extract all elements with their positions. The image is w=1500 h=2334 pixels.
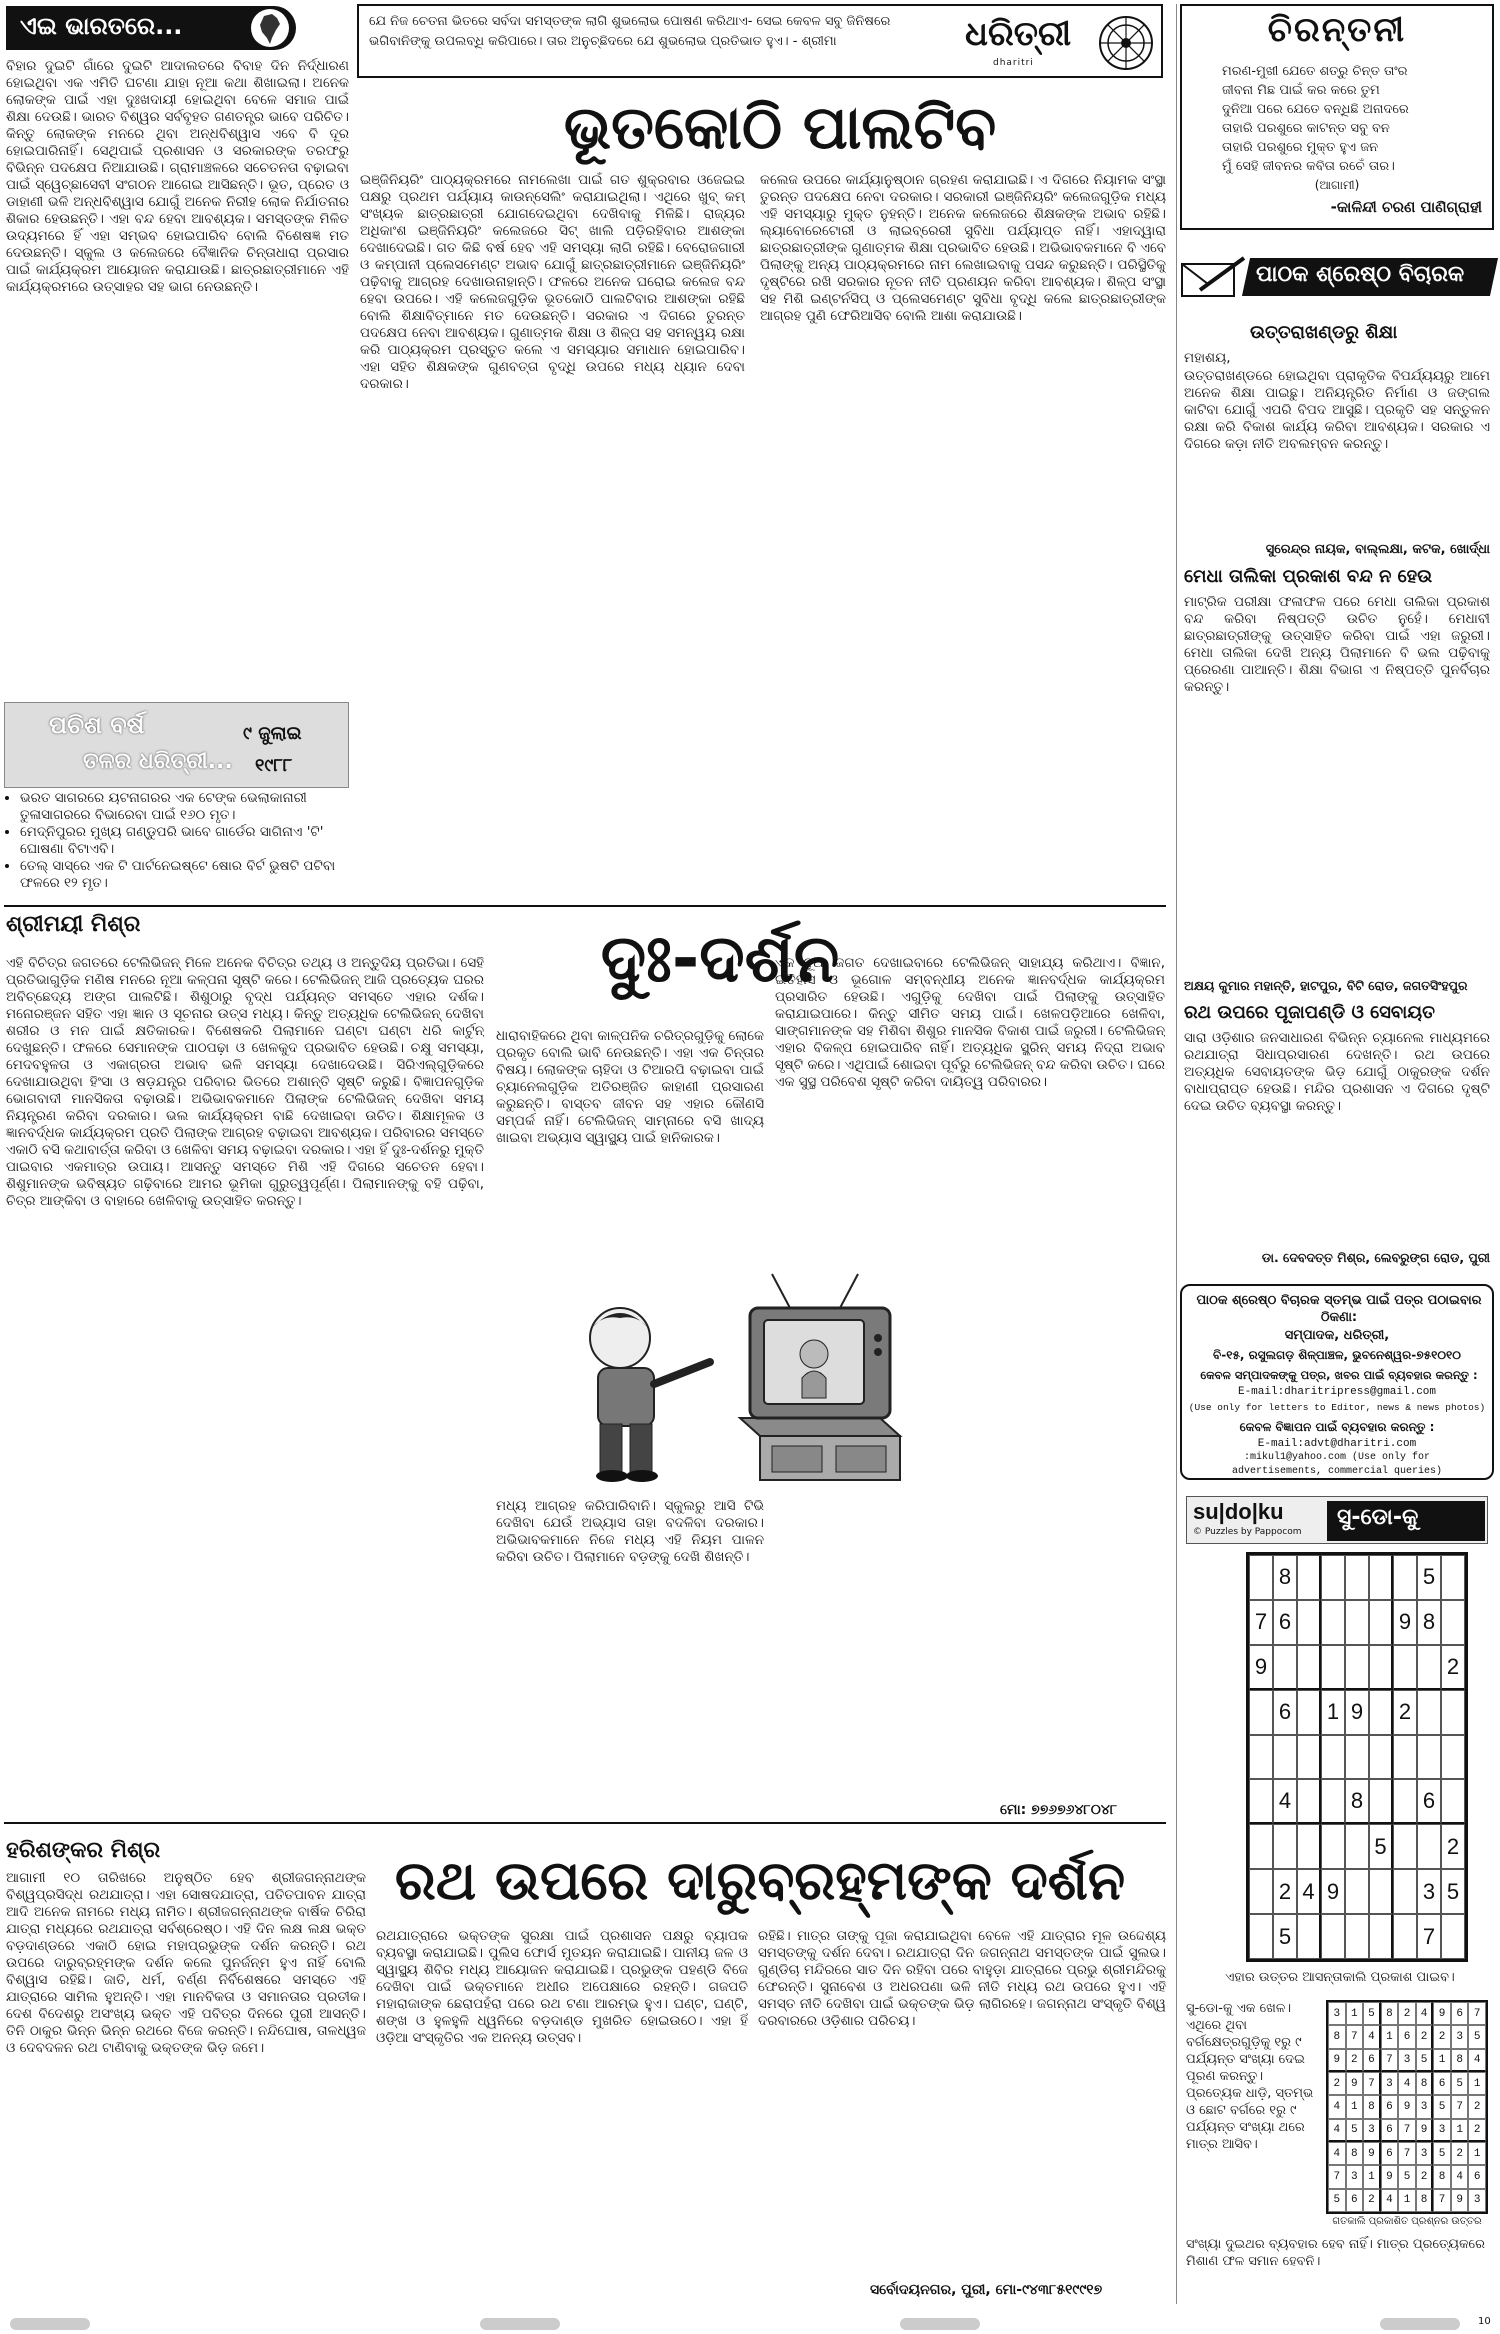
- sudoku-solution-cell: 7: [1381, 2049, 1399, 2072]
- sudoku-solution-cell: 2: [1398, 2002, 1416, 2025]
- sudoku-cell[interactable]: [1345, 1555, 1369, 1600]
- sudoku-solution-cell: 6: [1468, 2165, 1486, 2188]
- sudoku-solution-cell: 2: [1468, 2119, 1486, 2142]
- poem-line: ମୁଁ ସେହି ଜୀବନର କବିତା ରଚେଁ ତାର।: [1222, 159, 1395, 174]
- letter-3-body: ସାରା ଓଡ଼ିଶାର ଜନସାଧାରଣ ବିଭିନ୍ନ ଚ୍ୟାନେଲ ମାଧ୍ୟମରେ ରଥଯାତ୍ରା ସିଧାପ୍ରସାରଣ ଦେଖନ୍ତି। ରଥ ଉପରେ ଅତ୍ୟଧିକ ସେବାୟତଙ୍କ ଭିଡ଼ ଯୋଗୁଁ ଠାକୁରଙ୍କ ଦର୍ଶନ ବାଧାପ୍ରାପ୍ତ ହେଉଛି। ମନ୍ଦିର ପ୍ରଶାସନ ଏ ଦିଗରେ ଦୃଷ୍ଟି ଦେଇ ଉଚିତ ବ୍ୟବସ୍ଥା କରନ୍ତୁ।: [1184, 1030, 1490, 1114]
- sudoku-solution-cell: 4: [1328, 2119, 1346, 2142]
- sudoku-cell[interactable]: 8: [1417, 1600, 1441, 1645]
- sudoku-cell[interactable]: 6: [1273, 1690, 1297, 1735]
- sudoku-cell[interactable]: 7: [1249, 1600, 1273, 1645]
- sudoku-solution-cell: 2: [1328, 2072, 1346, 2095]
- sudoku-cell[interactable]: [1297, 1645, 1321, 1690]
- sudoku-solution-cell: 5: [1398, 2165, 1416, 2188]
- page-number: 10: [1478, 2316, 1491, 2327]
- sudoku-cell[interactable]: 2: [1393, 1690, 1417, 1735]
- sudoku-cell[interactable]: [1345, 1914, 1369, 1959]
- sudoku-solution-cell: 6: [1346, 2189, 1364, 2212]
- sudoku-cell[interactable]: [1321, 1914, 1345, 1959]
- address-email-1-note: (Use only for letters to Editor, news & news photos): [1188, 1402, 1486, 1413]
- poem-lines: [1222, 62, 1492, 176]
- sudoku-solution-cell: 1: [1468, 2142, 1486, 2165]
- sudoku-cell[interactable]: 5: [1369, 1824, 1393, 1869]
- section-banner-title: ଏଇ ଭାରତରେ...: [20, 12, 183, 40]
- sudoku-solution-cell: 6: [1433, 2072, 1451, 2095]
- sudoku-solution-cell: 3: [1433, 2119, 1451, 2142]
- sudoku-cell[interactable]: [1297, 1600, 1321, 1645]
- sudoku-cell[interactable]: [1273, 1824, 1297, 1869]
- sudoku-cell[interactable]: [1297, 1555, 1321, 1600]
- sudoku-cell[interactable]: 5: [1273, 1914, 1297, 1959]
- sudoku-solution-cell: 1: [1381, 2025, 1399, 2048]
- poem-line: ତାହାରି ପରଶୁରେ ମୁକ୍ତ ହୁଏ ଜନ: [1222, 140, 1379, 155]
- sudoku-cell[interactable]: [1297, 1824, 1321, 1869]
- anniversary-box: [4, 702, 349, 788]
- sudoku-instructions: ସୁ-ଡୋ-କୁ ଏକ ଖେଳ। ଏଥିରେ ଥିବା ବର୍ଗକ୍ଷେତ୍ରଗୁଡ଼ିକୁ ୧ରୁ ୯ ପର୍ଯ୍ୟନ୍ତ ସଂଖ୍ୟା ଦେଇ ପୂରଣ କରନ୍ତୁ। ପ୍ରତ୍ୟେକ ଧାଡ଼ି, ସ୍ତମ୍ଭ ଓ ଛୋଟ ବର୍ଗରେ ୧ରୁ ୯ ପର୍ଯ୍ୟନ୍ତ ସଂଖ୍ୟା ଥରେ ମାତ୍ର ଆସିବ।: [1186, 2001, 1314, 2152]
- sudoku-solution-cell: 5: [1416, 2049, 1434, 2072]
- sudoku-cell[interactable]: [1321, 1735, 1345, 1780]
- sudoku-cell[interactable]: [1321, 1555, 1345, 1600]
- sudoku-cell[interactable]: [1321, 1645, 1345, 1690]
- sudoku-solution-cell: 5: [1468, 2025, 1486, 2048]
- sudoku-solution-cell: 7: [1363, 2072, 1381, 2095]
- article-2-col-left: ଏହି ବିଚିତ୍ର ଜଗତରେ ଟେଲିଭିଜନ୍ ମିଳେ ଅନେକ ବିଚିତ୍ର ତଥ୍ୟ ଓ ଅନ୍ତୁଦିୟ ପ୍ରତିଭା। ସେହି ପ୍ରତିଭାଗୁଡ଼ିକ ମଣିଷ ମନରେ ନୂଆ କଳ୍ପନା ସୃଷ୍ଟି କରେ। ଟେଲିଭିଜନ୍ ଆଜି ପ୍ରତ୍ୟେକ ଘରର ଅବିଚ୍ଛେଦ୍ୟ ଅଙ୍ଗ ପାଲଟିଛି। ଶିଶୁଠାରୁ ବୃଦ୍ଧ ପର୍ଯ୍ୟନ୍ତ ସମସ୍ତେ ଏହାର ଦର୍ଶକ। ମନୋରଞ୍ଜନ ସହିତ ଏହା ଜ୍ଞାନ ଓ ସୂଚନାର ଉତ୍ସ ମଧ୍ୟ। କିନ୍ତୁ ଅତ୍ୟଧିକ ଟେଲିଭିଜନ୍ ଦେଖିବା ଶରୀର ଓ ମନ ପାଇଁ କ୍ଷତିକାରକ। ବିଶେଷକରି ପିଲାମାନେ ଘଣ୍ଟା ଘଣ୍ଟା ଧରି କାର୍ଟୁନ୍ ଦେଖୁଛନ୍ତି। ଫଳରେ ସେମାନଙ୍କ ପାଠପଢ଼ା ଓ ଖେଳକୁଦ ପ୍ରଭାବିତ ହେଉଛି। ଚକ୍ଷୁ ସମସ୍ୟା, ମେଦବହୁଳତା ଓ ଏକାଗ୍ରତା ଅଭାବ ଭଳି ସମସ୍ୟା ଦେଖାଦେଉଛି। ସିରିଏଲ୍‌ଗୁଡ଼ିକରେ ଦେଖାଯାଉଥିବା ହିଂସା ଓ ଷଡ଼ଯନ୍ତ୍ର ପରିବାର ଭିତରେ ଅଶାନ୍ତି ସୃଷ୍ଟି କରୁଛି। ବିଜ୍ଞାପନଗୁଡ଼ିକ ଭୋଗବାଦୀ ମାନସିକତା ବଢ଼ାଉଛି। ଅଭିଭାବକମାନେ ପିଲାଙ୍କ ଟେଲିଭିଜନ୍ ଦେଖିବା ସମୟ ନିୟନ୍ତ୍ରଣ କରିବା ଦରକାର। ଭଲ କାର୍ଯ୍ୟକ୍ରମ ବାଛି ଦେଖାଇବା ଉଚିତ। ଶିକ୍ଷାମୂଳକ ଓ ଜ୍ଞାନବର୍ଦ୍ଧକ କାର୍ଯ୍ୟକ୍ରମ ପ୍ରତି ପିଲାଙ୍କ ଆଗ୍ରହ ବଢ଼ାଇବା ଆବଶ୍ୟକ। ପରିବାରର ସମସ୍ତେ ଏକାଠି ବସି କଥାବାର୍ତ୍ତା କରିବା ଓ ଖେଳିବା ସମୟ ବଢ଼ାଇବା ଦରକାର। ଏହା ହିଁ ଦୁଃ-ଦର୍ଶନରୁ ମୁକ୍ତି ପାଇବାର ଏକମାତ୍ର ଉପାୟ। ଆସନ୍ତୁ ସମସ୍ତେ ମିଶି ଏହି ଦିଗରେ ସଚେତନ ହେବା। ଶିଶୁମାନଙ୍କ ଭବିଷ୍ୟତ ଗଢ଼ିବାରେ ଆମର ଭୂମିକା ଗୁରୁତ୍ୱପୂର୍ଣ୍ଣ। ପିଲାମାନଙ୍କୁ ବହି ପଢ଼ିବା, ଚିତ୍ର ଆଙ୍କିବା ଓ ବାହାରେ ଖେଳିବାକୁ ଉତ୍ସାହିତ କରନ୍ତୁ।: [6, 955, 484, 1209]
- sudoku-solution-cell: 5: [1328, 2189, 1346, 2212]
- sudoku-solution-cell: 6: [1451, 2002, 1469, 2025]
- sudoku-solution-cell: 7: [1398, 2142, 1416, 2165]
- sudoku-cell[interactable]: [1441, 1779, 1465, 1824]
- address-email-3[interactable]: :mikul1@yahoo.com (Use only for: [1243, 1452, 1431, 1463]
- sudoku-cell[interactable]: [1345, 1600, 1369, 1645]
- sudoku-cell[interactable]: [1345, 1645, 1369, 1690]
- poem-line: ଜୀବନା ମିଛ ପାଇଁ କର କରେ ତୁମ: [1222, 83, 1380, 98]
- anniversary-line1: ପଚିଶ ବର୍ଷ: [49, 711, 145, 739]
- sudoku-cell[interactable]: [1249, 1555, 1273, 1600]
- sudoku-solution-cell: 3: [1416, 2142, 1434, 2165]
- article-1-col-left: ବିହାର ଦୁଇଟି ଗାଁରେ ଦୁଇଟି ଆଦାଲତରେ ବିବାହ ଦିନ ନିର୍ଦ୍ଧାରଣ ହୋଇଥିବା ଏକ ଏମିତି ଘଟଣା ଯାହା ନୂଆ କଥା ଶିଖାଇଲା। ଅନେକ ଲୋକଙ୍କ ପାଇଁ ଏହା ଦୁଃଖଦାୟୀ ହୋଇଥିବା ବେଳେ ସମାଜ ପାଇଁ ଶିକ୍ଷା ଦେଉଛି। ଭାରତ ବିଶ୍ୱର ସର୍ବବୃହତ ଗଣତନ୍ତ୍ର ଭାବେ ପରିଚିତ। କିନ୍ତୁ ଲୋକଙ୍କ ମନରେ ଥିବା ଅନ୍ଧବିଶ୍ୱାସ ଏବେ ବି ଦୂର ହୋଇପାରିନାହିଁ। ସେଥିପାଇଁ ପ୍ରଶାସନ ଓ ସରକାରଙ୍କ ତରଫରୁ ବିଭିନ୍ନ ପଦକ୍ଷେପ ନିଆଯାଉଛି। ଗ୍ରାମାଞ୍ଚଳରେ ସଚେତନତା ବଢ଼ାଇବା ପାଇଁ ସ୍ୱେଚ୍ଛାସେବୀ ସଂଗଠନ ଆଗେଇ ଆସିଛନ୍ତି। ଭୂତ, ପ୍ରେତ ଓ ଡାହାଣୀ ଭଳି ଅନ୍ଧବିଶ୍ୱାସ ଯୋଗୁଁ ଅନେକ ନିରୀହ ଲୋକ ନିର୍ଯାତନାର ଶିକାର ହେଉଛନ୍ତି। ଏହା ବନ୍ଦ ହେବା ଆବଶ୍ୟକ। ସମସ୍ତଙ୍କ ମିଳିତ ଉଦ୍ୟମରେ ହିଁ ଏହା ସମ୍ଭବ ହୋଇପାରିବ ବୋଲି ବିଶେଷଜ୍ଞ ମତ ଦେଉଛନ୍ତି। ସ୍କୁଲ ଓ କଲେଜରେ ବୈଜ୍ଞାନିକ ଚିନ୍ତାଧାରା ପ୍ରସାର ପାଇଁ କାର୍ଯ୍ୟକ୍ରମ ଆୟୋଜନ କରାଯାଉଛି। ଛାତ୍ରଛାତ୍ରୀମାନେ ଏହି କାର୍ଯ୍ୟକ୍ରମରେ ଉତ୍ସାହର ସହ ଭାଗ ନେଉଛନ୍ତି।: [6, 58, 349, 295]
- letter-1-salutation: ମହାଶୟ,: [1184, 350, 1231, 366]
- sudoku-cell[interactable]: [1417, 1690, 1441, 1735]
- poem-box: [1180, 4, 1494, 230]
- letter-1-body: ଉତ୍ତରାଖଣ୍ଡରେ ହୋଇଥିବା ପ୍ରାକୃତିକ ବିପର୍ଯ୍ୟୟରୁ ଆମେ ଅନେକ ଶିକ୍ଷା ପାଇଛୁ। ଅନିୟନ୍ତ୍ରିତ ନିର୍ମାଣ ଓ ଜଙ୍ଗଲ କାଟିବା ଯୋଗୁଁ ଏପରି ବିପଦ ଆସୁଛି। ପ୍ରକୃତି ସହ ସନ୍ତୁଳନ ରକ୍ଷା କରି ବିକାଶ କାର୍ଯ୍ୟ କରିବା ଆବଶ୍ୟକ। ସରକାର ଏ ଦିଗରେ କଡ଼ା ନୀତି ଅବଲମ୍ବନ କରନ୍ତୁ।: [1184, 368, 1490, 452]
- sudoku-solution-cell: 2: [1416, 2025, 1434, 2048]
- sudoku-cell[interactable]: [1441, 1600, 1465, 1645]
- sudoku-cell[interactable]: 2: [1273, 1869, 1297, 1914]
- poem-poet: -କାଳିନ୍ଦୀ ଚରଣ ପାଣିଗ୍ରାହୀ: [1330, 198, 1482, 216]
- sudoku-solution-cell: 5: [1346, 2119, 1364, 2142]
- sudoku-cell[interactable]: [1249, 1779, 1273, 1824]
- article-3-address: ସର୍ବୋଦୟନଗର, ପୁରୀ, ମୋ-୯୪୩୮୫୧୯୯୧୭: [870, 2282, 1103, 2298]
- sudoku-cell[interactable]: [1417, 1645, 1441, 1690]
- sudoku-cell[interactable]: 4: [1297, 1869, 1321, 1914]
- sudoku-cell[interactable]: [1321, 1779, 1345, 1824]
- sudoku-solution-cell: 9: [1433, 2002, 1451, 2025]
- sudoku-solution-cell: 2: [1416, 2165, 1434, 2188]
- sudoku-cell[interactable]: [1441, 1914, 1465, 1959]
- divider: [4, 905, 1166, 907]
- sudoku-solution-cell: 8: [1433, 2165, 1451, 2188]
- sudoku-solution-cell: 6: [1381, 2095, 1399, 2118]
- sudoku-solution-cell: 8: [1381, 2002, 1399, 2025]
- sudoku-cell[interactable]: 5: [1441, 1869, 1465, 1914]
- sudoku-cell[interactable]: [1345, 1824, 1369, 1869]
- bottom-bar: [900, 2318, 980, 2330]
- sudoku-cell[interactable]: [1321, 1824, 1345, 1869]
- sudoku-solution-cell: 5: [1433, 2142, 1451, 2165]
- sudoku-cell[interactable]: [1393, 1779, 1417, 1824]
- letter-2-signature: ଅକ୍ଷୟ କୁମାର ମହାନ୍ତି, ହାଟପୁର, ବିଟି ରୋଡ, ଜଗତସିଂହପୁର: [1184, 978, 1468, 993]
- address-adv-label: କେବଳ ବିଜ୍ଞାପନ ପାଇଁ ବ୍ୟବହାର କରନ୍ତୁ :: [1239, 1420, 1435, 1434]
- section-banner-left: [6, 6, 296, 50]
- sudoku-solution-cell: 1: [1451, 2119, 1469, 2142]
- sudoku-cell[interactable]: [1297, 1779, 1321, 1824]
- sudoku-solution-cell: 8: [1328, 2025, 1346, 2048]
- address-email-3-note: advertisements, commercial queries): [1231, 1466, 1443, 1477]
- address-heading: ପାଠକ ଶ୍ରେଷ୍ଠ ବିଚାରକ ସ୍ତମ୍ଭ ପାଇଁ ପତ୍ର ପଠାଇବାର ଠିକଣା:: [1196, 1293, 1482, 1325]
- sudoku-solution-cell: 6: [1381, 2119, 1399, 2142]
- sidebar-divider: [1176, 4, 1177, 2304]
- sudoku-cell[interactable]: 9: [1321, 1869, 1345, 1914]
- sudoku-cell[interactable]: [1393, 1735, 1417, 1780]
- sudoku-solution-cell: 7: [1398, 2119, 1416, 2142]
- sudoku-solution-cell: 9: [1346, 2072, 1364, 2095]
- sudoku-cell[interactable]: [1369, 1869, 1393, 1914]
- sudoku-cell[interactable]: [1273, 1645, 1297, 1690]
- article-3-author: ହରିଶଙ୍କର ମିଶ୍ର: [6, 1838, 161, 1863]
- sudoku-solution-cell: 8: [1416, 2189, 1434, 2212]
- sudoku-solution-cell: 3: [1468, 2189, 1486, 2212]
- sudoku-solution-cell: 9: [1398, 2095, 1416, 2118]
- letter-2-body: ମାଟ୍ରିକ ପରୀକ୍ଷା ଫଳାଫଳ ପରେ ମେଧା ତାଲିକା ପ୍ରକାଶ ବନ୍ଦ କରିବା ନିଷ୍ପତ୍ତି ଉଚିତ ନୁହେଁ। ମେଧାବୀ ଛାତ୍ରଛାତ୍ରୀଙ୍କୁ ଉତ୍ସାହିତ କରିବା ପାଇଁ ଏହା ଜରୁରୀ। ମେଧା ତାଲିକା ଦେଖି ଅନ୍ୟ ପିଲାମାନେ ବି ଭଲ ପଢ଼ିବାକୁ ପ୍ରେରଣା ପାଆନ୍ତି। ଶିକ୍ଷା ବିଭାଗ ଏ ନିଷ୍ପତ୍ତି ପୁନର୍ବିଚାର କରନ୍ତୁ।: [1184, 594, 1490, 695]
- sudoku-solution-cell: 2: [1346, 2049, 1364, 2072]
- sudoku-brand-sub: © Puzzles by Pappocom: [1193, 1527, 1302, 1537]
- sudoku-cell[interactable]: [1345, 1869, 1369, 1914]
- sudoku-solution-grid: [1326, 2000, 1488, 2214]
- letters-title: ପାଠକ ଶ୍ରେଷ୍ଠ ବିଚାରକ: [1256, 262, 1465, 287]
- sudoku-cell[interactable]: 6: [1273, 1600, 1297, 1645]
- sudoku-solution-cell: 7: [1451, 2095, 1469, 2118]
- sudoku-cell[interactable]: [1393, 1914, 1417, 1959]
- anniversary-date1: ୯ ଜୁଲାଇ: [243, 723, 302, 744]
- article-2-contact: ମୋ: ୭୭୬୭୬୪୮୦୪୮: [1000, 1802, 1118, 1818]
- sudoku-cell[interactable]: 9: [1345, 1690, 1369, 1735]
- sudoku-solution-cell: 2: [1363, 2189, 1381, 2212]
- sudoku-solution-cell: 9: [1451, 2189, 1469, 2212]
- anniversary-item: • ମେଦ୍ନିପୁରର ମୁଖ୍ୟ ଗଣ୍ଡୁପରି ଭାବେ ଗାର୍ଡେର ସାଗିନାଏ 'ଟି' ଘୋଷଣା ବିଟାଏବି।: [20, 824, 360, 858]
- article-1-col-mid: ଇଞ୍ଜିନିୟରିଂ ପାଠ୍ୟକ୍ରମରେ ନାମଲେଖା ପାଇଁ ଗତ ଶୁକ୍ରବାର ଓଜେଇଇ ପକ୍ଷରୁ ପ୍ରଥମ ପର୍ଯ୍ୟାୟ କାଉନ୍‌ସେଲିଂ କରାଯାଇଥିଲା। ଏଥିରେ ଖୁବ୍ କମ୍ ସଂଖ୍ୟକ ଛାତ୍ରଛାତ୍ରୀ ଯୋଗଦେଇଥିବା ଦେଖିବାକୁ ମିଳିଛି। ରାଜ୍ୟର ଅଧିକାଂଶ ଇଞ୍ଜିନିୟରିଂ କଲେଜରେ ସିଟ୍ ଖାଲି ପଡ଼ିରହିବାର ଆଶଙ୍କା ଦେଖାଦେଇଛି। ଗତ କିଛି ବର୍ଷ ହେବ ଏହି ସମସ୍ୟା ଲାଗି ରହିଛି। ବେରୋଜଗାରୀ ଓ କମ୍ପାନୀ ପ୍ଲେସମେଣ୍ଟ ଅଭାବ ଯୋଗୁଁ ଛାତ୍ରଛାତ୍ରୀମାନେ ଇଞ୍ଜିନିୟରିଂ ପଢ଼ିବାକୁ ଆଗ୍ରହ ଦେଖାଉନାହାନ୍ତି। ଫଳରେ ଅନେକ ଘରୋଇ କଲେଜ ବନ୍ଦ ହେବା ଉପରେ। ଏହି କଲେଜଗୁଡ଼ିକ ଭୂତକୋଠି ପାଲଟିବାର ଆଶଙ୍କା ରହିଛି ବୋଲି ଶିକ୍ଷାବିତ୍‌ମାନେ ମତ ଦେଉଛନ୍ତି। ସରକାର ଏ ଦିଗରେ ତୁରନ୍ତ ପଦକ୍ଷେପ ନେବା ଆବଶ୍ୟକ। ଗୁଣାତ୍ମକ ଶିକ୍ଷା ଓ ଶିଳ୍ପ ସହ ସମନ୍ୱୟ ରକ୍ଷା କରି ପାଠ୍ୟକ୍ରମ ପ୍ରସ୍ତୁତ କଲେ ଏ ସମସ୍ୟାର ସମାଧାନ ହୋଇପାରିବ। ଏହା ସହିତ ଶିକ୍ଷକଙ୍କ ଗୁଣବତ୍ତା ବୃଦ୍ଧି ଉପରେ ମଧ୍ୟ ଧ୍ୟାନ ଦେବା ଦରକାର।: [360, 172, 745, 392]
- sudoku-solution-cell: 2: [1433, 2025, 1451, 2048]
- sudoku-solution-cell: 3: [1328, 2002, 1346, 2025]
- sudoku-cell[interactable]: [1441, 1690, 1465, 1735]
- sudoku-solution-cell: 3: [1398, 2049, 1416, 2072]
- sudoku-cell[interactable]: [1369, 1735, 1393, 1780]
- sudoku-cell[interactable]: [1393, 1869, 1417, 1914]
- sudoku-solution-cell: 5: [1433, 2095, 1451, 2118]
- sudoku-grid[interactable]: [1246, 1552, 1468, 1962]
- sudoku-solution-cell: 1: [1398, 2189, 1416, 2212]
- letter-2-heading: ମେଧା ତାଲିକା ପ୍ରକାଶ ବନ୍ଦ ନ ହେଉ: [1184, 566, 1433, 587]
- article-3-headline: ରଥ ଉପରେ ଦାରୁବ୍ରହ୍ମଙ୍କ ଦର୍ଶନ: [394, 1849, 1126, 1912]
- sudoku-cell[interactable]: [1297, 1735, 1321, 1780]
- quote-box: [357, 4, 1163, 78]
- anniversary-list: [6, 790, 360, 892]
- sudoku-solution-cell: 1: [1468, 2072, 1486, 2095]
- poem-line: ତାହାରି ପରଶୁରେ କାଟନ୍ତ ସବୁ ବନ: [1222, 121, 1390, 136]
- bottom-bar: [480, 2318, 560, 2330]
- letter-1-heading: ଉତ୍ତରାଖଣ୍ଡରୁ ଶିକ୍ଷା: [1250, 322, 1398, 343]
- sudoku-cell[interactable]: [1345, 1735, 1369, 1780]
- sudoku-cell[interactable]: 7: [1417, 1914, 1441, 1959]
- sudoku-solution-cell: 2: [1451, 2142, 1469, 2165]
- sudoku-cell[interactable]: [1417, 1824, 1441, 1869]
- sudoku-solution-cell: 8: [1451, 2049, 1469, 2072]
- sudoku-solution-cell: 6: [1381, 2142, 1399, 2165]
- sudoku-solution-cell: 9: [1363, 2142, 1381, 2165]
- sudoku-solution-cell: 3: [1363, 2119, 1381, 2142]
- sudoku-solution-cell: 4: [1381, 2189, 1399, 2212]
- sudoku-cell[interactable]: [1297, 1690, 1321, 1735]
- sudoku-cell[interactable]: [1273, 1735, 1297, 1780]
- sudoku-cell[interactable]: 4: [1273, 1779, 1297, 1824]
- sudoku-title: ସୁ-ଡୋ-କୁ: [1337, 1505, 1419, 1530]
- sudoku-solution-cell: 4: [1451, 2165, 1469, 2188]
- sudoku-banner: [1186, 1496, 1488, 1544]
- sudoku-cell[interactable]: [1249, 1914, 1273, 1959]
- sudoku-solution-cell: 1: [1363, 2165, 1381, 2188]
- sudoku-solution-cell: 8: [1363, 2095, 1381, 2118]
- sudoku-cell[interactable]: [1249, 1690, 1273, 1735]
- wheel-emblem-icon: [1097, 14, 1155, 72]
- sudoku-solution-cell: 3: [1451, 2025, 1469, 2048]
- sudoku-cell[interactable]: 1: [1321, 1690, 1345, 1735]
- sudoku-solution-cell: 9: [1416, 2119, 1434, 2142]
- article-3-col-left: ଆଗାମୀ ୧୦ ତାରିଖରେ ଅନୁଷ୍ଠିତ ହେବ ଶ୍ରୀଜଗନ୍ନାଥଙ୍କ ବିଶ୍ୱପ୍ରସିଦ୍ଧ ରଥଯାତ୍ରା। ଏହା ସୋଷଦଯାତ୍ରା, ପତିତପାବନ ଯାତ୍ରା ଆଦି ଅନେକ ନାମରେ ମଧ୍ୟ ନାମିତ। ଶ୍ରୀଜଗନ୍ନାଥଙ୍କ ବାର୍ଷିକ ଚିରିରା ଯାତ୍ରା ମଧ୍ୟରେ ରଥଯାତ୍ରା ସର୍ବଶ୍ରେଷ୍ଠ। ଏହି ଦିନ ଲକ୍ଷ ଲକ୍ଷ ଭକ୍ତ ବଡ଼ଦାଣ୍ଡରେ ଏକାଠି ହୋଇ ମହାପ୍ରଭୁଙ୍କ ଦର୍ଶନ କରନ୍ତି। ରଥ ଉପରେ ଦାରୁବ୍ରହ୍ମଙ୍କ ଦର୍ଶନ କଲେ ପୁନର୍ଜନ୍ମ ହୁଏ ନାହିଁ ବୋଲି ବିଶ୍ୱାସ ରହିଛି। ଜାତି, ଧର୍ମ, ବର୍ଣ୍ଣ ନିର୍ବିଶେଷରେ ସମସ୍ତେ ଏହି ଯାତ୍ରାରେ ସାମିଲ ହୁଅନ୍ତି। ଏହା ମାନବିକତା ଓ ସମାନତାର ପ୍ରତୀକ। ଦେଶ ବିଦେଶରୁ ଅସଂଖ୍ୟ ଭକ୍ତ ଏହି ପବିତ୍ର ଦିନରେ ପୁରୀ ଆସନ୍ତି। ତିନି ଠାକୁର ଭିନ୍ନ ଭିନ୍ନ ରଥରେ ବିଜେ କରନ୍ତି। ନନ୍ଦିଘୋଷ, ତାଳଧ୍ୱଜ ଓ ଦେବଦଳନ ରଥ ଟାଣିବାକୁ ଭକ୍ତଙ୍କ ଭିଡ଼ ଜମେ।: [6, 1870, 366, 2056]
- sudoku-solution-cell: 5: [1363, 2002, 1381, 2025]
- address-org: ସମ୍ପାଦକ, ଧରିତ୍ରୀ,: [1284, 1328, 1390, 1343]
- sudoku-cell[interactable]: [1369, 1690, 1393, 1735]
- sudoku-solution-cell: 3: [1381, 2072, 1399, 2095]
- sudoku-cell[interactable]: [1417, 1735, 1441, 1780]
- sudoku-solution-cell: 4: [1416, 2002, 1434, 2025]
- sudoku-solution-cell: 3: [1346, 2165, 1364, 2188]
- sudoku-solution-cell: 4: [1328, 2095, 1346, 2118]
- sudoku-solution-cell: 9: [1381, 2165, 1399, 2188]
- sudoku-solution-cell: 1: [1433, 2049, 1451, 2072]
- sudoku-cell[interactable]: [1393, 1555, 1417, 1600]
- sudoku-solution-cell: 1: [1346, 2002, 1364, 2025]
- sudoku-solution-cell: 8: [1416, 2072, 1434, 2095]
- masthead-logo-sub: dharitri: [993, 58, 1034, 68]
- bottom-bar: [1380, 2318, 1460, 2330]
- anniversary-line2: ତଳର ଧରିତ୍ରୀ...: [83, 749, 233, 774]
- quote-text: ଯେ ନିଜ ଚେତନା ଭିତରେ ସର୍ବଦା ସମସ୍ତଙ୍କ ଲାଗି ଶୁଭଲୋଭ ପୋଷଣ କରିଥାଏ- ସେଇ କେବଳ ସବୁ ଜିନିଷରେ ଭଗିବାନିଙ୍କୁ ଉପଲବ୍ଧି କରିପାରେ। ତାର ଅନୁଚ୍ଛିଦରେ ଯେ ଶୁଭଲୋଭ ପ୍ରତିଭାତ ହୁଏ। - ଶ୍ରୀମା: [369, 14, 891, 49]
- sudoku-cell[interactable]: 6: [1417, 1779, 1441, 1824]
- sudoku-cell[interactable]: [1369, 1645, 1393, 1690]
- sudoku-cell[interactable]: 9: [1249, 1645, 1273, 1690]
- address-email-2[interactable]: E-mail:advt@dharitri.com: [1257, 1438, 1417, 1450]
- envelope-pen-icon: [1180, 256, 1246, 298]
- article-1-col-right: କଲେଜ ଉପରେ କାର୍ଯ୍ୟାନୁଷ୍ଠାନ ଗ୍ରହଣ କରାଯାଇଛି। ଏ ଦିଗରେ ନିୟାମକ ସଂସ୍ଥା ତୁରନ୍ତ ପଦକ୍ଷେପ ନେବା ଦରକାର। ସରକାରୀ ଇଞ୍ଜିନିୟରିଂ କଲେଜଗୁଡ଼ିକ ମଧ୍ୟ ଏହି ସମସ୍ୟାରୁ ମୁକ୍ତ ନୁହନ୍ତି। ଅନେକ କଲେଜରେ ଶିକ୍ଷକଙ୍କ ଅଭାବ ରହିଛି। ଲ୍ୟାବୋରେଟୋରୀ ଓ ଲାଇବ୍ରେରୀ ସୁବିଧା ପର୍ଯ୍ୟାପ୍ତ ନାହିଁ। ଏହାଦ୍ୱାରା ଛାତ୍ରଛାତ୍ରୀଙ୍କ ଗୁଣାତ୍ମକ ଶିକ୍ଷା ପ୍ରଭାବିତ ହେଉଛି। ଅଭିଭାବକମାନେ ବି ଏବେ ପିଲାଙ୍କୁ ଅନ୍ୟ ପାଠ୍ୟକ୍ରମରେ ନାମ ଲେଖାଇବାକୁ ପସନ୍ଦ କରୁଛନ୍ତି। ପରିସ୍ଥିତିକୁ ଦୃଷ୍ଟିରେ ରଖି ସରକାର ନୂତନ ନୀତି ପ୍ରଣୟନ କରିବା ଆବଶ୍ୟକ। ଶିଳ୍ପ ସଂସ୍ଥା ସହ ମିଶି ଇଣ୍ଟର୍ନସିପ୍ ଓ ପ୍ଲେସମେଣ୍ଟ ସୁବିଧା ବୃଦ୍ଧି କଲେ ଛାତ୍ରଛାତ୍ରୀଙ୍କ ଆଗ୍ରହ ପୁଣି ଫେରିଆସିବ ବୋଲି ଆଶା କରାଯାଉଛି।: [760, 172, 1166, 324]
- letter-3-signature: ଡା. ଦେବଦତ୍ତ ମିଶ୍ର, ଲେବରୁଙ୍ଗ ରୋଡ, ପୁରୀ: [1261, 1250, 1490, 1265]
- sudoku-cell[interactable]: 2: [1441, 1824, 1465, 1869]
- anniversary-item: • ତେଲ୍ ସାସ୍‌ରେ ଏକ ଟି ପାର୍ଟନେଇଷ୍ଟେ ଷୋର ବିର୍ଟ ଭୁଷଟି ପଟିବା ଫଳରେ ୧୨ ମୃତ।: [20, 858, 360, 892]
- sudoku-solution-cell: 3: [1416, 2095, 1434, 2118]
- letters-address-box: [1180, 1284, 1494, 1480]
- sudoku-solution-cell: 4: [1328, 2142, 1346, 2165]
- bottom-bar: [10, 2318, 90, 2330]
- sudoku-footer: ସଂଖ୍ୟା ଦୁଇଥର ବ୍ୟବହାର ହେବ ନାହିଁ। ମାତ୍ର ପ୍ରତ୍ୟେକରେ ମିଶାଣ ଫଳ ସମାନ ହେବନି।: [1186, 2237, 1485, 2269]
- poem-line: ମରଣ-ମୁଖୀ ଯେତେ ଶତ୍ରୁ ଚିନ୍ତ ତାଂର: [1222, 64, 1408, 79]
- article-2-col-mid-bottom: ମଧ୍ୟ ଆଗ୍ରହ କରିପାରିବାନି। ସ୍କୁଲରୁ ଆସି ଟିଭି ଦେଖିବା ଯେଉଁ ଅଭ୍ୟାସ ତାହା ବଦଳିବା ଦରକାର। ଅଭିଭାବକମାନେ ନିଜେ ମଧ୍ୟ ଏହି ନିୟମ ପାଳନ କରିବା ଉଚିତ। ପିଲାମାନେ ବଡ଼ଙ୍କୁ ଦେଖି ଶିଖନ୍ତି।: [496, 1498, 764, 1565]
- poem-note: (ଆଗାମୀ): [1314, 178, 1360, 192]
- article-2-headline: ଦୁଃ-ଦର୍ଶନ: [600, 920, 840, 997]
- sudoku-cell[interactable]: 3: [1417, 1869, 1441, 1914]
- sudoku-brand: su|do|ku: [1193, 1499, 1284, 1524]
- sudoku-solution-cell: 9: [1328, 2049, 1346, 2072]
- sudoku-cell[interactable]: 5: [1417, 1555, 1441, 1600]
- letter-3-heading: ରଥ ଉପରେ ପୂଜାପଣ୍ଡି ଓ ସେବାୟତ: [1184, 1002, 1435, 1023]
- sudoku-cell[interactable]: [1441, 1555, 1465, 1600]
- sudoku-cell[interactable]: 9: [1393, 1600, 1417, 1645]
- poem-title: ଚିରନ୍ତନୀ: [1267, 10, 1407, 50]
- sudoku-solution-cell: 4: [1363, 2025, 1381, 2048]
- sudoku-solution-cell: 7: [1328, 2165, 1346, 2188]
- letters-banner: [1180, 254, 1494, 300]
- sudoku-cell[interactable]: [1441, 1735, 1465, 1780]
- masthead-logo: [959, 10, 1159, 74]
- sudoku-solution-cell: 2: [1468, 2095, 1486, 2118]
- poem-line: ଦୁନିଆ ପରେ ଯେତେ ବନ୍ଧିଛି ଅନାଦରେ: [1222, 102, 1409, 117]
- sudoku-solution-cell: 6: [1398, 2025, 1416, 2048]
- article-2-col-right: ଏକ ନୂଆ ଜଗତ ଦେଖାଇବାରେ ଟେଲିଭିଜନ୍ ସାହାଯ୍ୟ କରିଥାଏ। ବିଜ୍ଞାନ, ଇତିହାସ ଓ ଭୂଗୋଳ ସମ୍ବନ୍ଧୀୟ ଅନେକ ଜ୍ଞାନବର୍ଦ୍ଧକ କାର୍ଯ୍ୟକ୍ରମ ପ୍ରସାରିତ ହେଉଛି। ଏଗୁଡ଼ିକୁ ଦେଖିବା ପାଇଁ ପିଲାଙ୍କୁ ଉତ୍ସାହିତ କରାଯାଇପାରେ। କିନ୍ତୁ ସୀମିତ ସମୟ ପାଇଁ। ଖେଳପଡ଼ିଆରେ ଖେଳିବା, ସାଙ୍ଗମାନଙ୍କ ସହ ମିଶିବା ଶିଶୁର ମାନସିକ ବିକାଶ ପାଇଁ ଜରୁରୀ। ଟେଲିଭିଜନ୍ ଏହାର ବିକଳ୍ପ ହୋଇପାରିବ ନାହିଁ। ଅତ୍ୟଧିକ ସ୍କ୍ରିନ୍ ସମୟ ନିଦ୍ରା ଅଭାବ ସୃଷ୍ଟି କରେ। ଏଥିପାଇଁ ଶୋଇବା ପୂର୍ବରୁ ଟେଲିଭିଜନ୍ ବନ୍ଦ କରିବା ଉଚିତ। ଘରେ ଏକ ସୁସ୍ଥ ପରିବେଶ ସୃଷ୍ଟି କରିବା ଦାୟିତ୍ୱ ପରିବାରର।: [775, 955, 1165, 1090]
- sudoku-solution-cell: 1: [1346, 2095, 1364, 2118]
- article-3-col-right: ରହିଛି। ମାତ୍ର ତାଙ୍କୁ ପୂଜା କରାଯାଇଥିବା ବେଳେ ଏହି ଯାତ୍ରାର ମୂଳ ଉଦ୍ଦେଶ୍ୟ ସମସ୍ତଙ୍କୁ ଦର୍ଶନ ଦେବା। ରଥଯାତ୍ରା ଦିନ ଜଗନ୍ନାଥ ସମସ୍ତଙ୍କ ପାଇଁ ସୁଲଭ। ଗୁଣ୍ଡିଚା ମନ୍ଦିରରେ ସାତ ଦିନ ରହିବା ପରେ ବାହୁଡ଼ା ଯାତ୍ରାରେ ପ୍ରଭୁ ଶ୍ରୀମନ୍ଦିରକୁ ଫେରନ୍ତି। ସୁନାବେଶ ଓ ଅଧରପଣା ଭଳି ନୀତି ମଧ୍ୟ ରଥ ଉପରେ ହୁଏ। ଏହି ସମସ୍ତ ନୀତି ଦେଖିବା ପାଇଁ ଭକ୍ତଙ୍କ ଭିଡ଼ ଲାଗିରହେ। ଜଗନ୍ନାଥ ସଂସ୍କୃତି ବିଶ୍ୱ ଦରବାରରେ ଓଡ଼ିଶାର ପରିଚୟ।: [758, 1928, 1166, 2029]
- sudoku-cell[interactable]: [1249, 1824, 1273, 1869]
- sudoku-cell[interactable]: [1369, 1779, 1393, 1824]
- sudoku-cell[interactable]: 8: [1345, 1779, 1369, 1824]
- sudoku-cell[interactable]: [1369, 1555, 1393, 1600]
- sudoku-cell[interactable]: [1249, 1869, 1273, 1914]
- sudoku-cell[interactable]: [1297, 1914, 1321, 1959]
- sudoku-cell[interactable]: [1249, 1735, 1273, 1780]
- article-1-headline: ଭୂତକୋଠି ପାଲଟିବ: [563, 93, 997, 163]
- sudoku-solution-cell: 6: [1363, 2049, 1381, 2072]
- sudoku-cell[interactable]: [1369, 1914, 1393, 1959]
- article-3-col-mid: ରଥଯାତ୍ରାରେ ଭକ୍ତଙ୍କ ସୁରକ୍ଷା ପାଇଁ ପ୍ରଶାସନ ପକ୍ଷରୁ ବ୍ୟାପକ ବ୍ୟବସ୍ଥା କରାଯାଇଛି। ପୁଲିସ ଫୋର୍ସ ମୁତୟନ କରାଯାଇଛି। ପାନୀୟ ଜଳ ଓ ସ୍ୱାସ୍ଥ୍ୟ ଶିବିର ମଧ୍ୟ ଆୟୋଜନ କରାଯାଇଛି। ପ୍ରଭୁଙ୍କ ପହଣ୍ଡି ବିଜେ ଦେଖିବା ପାଇଁ ଭକ୍ତମାନେ ଅଧୀର ଅପେକ୍ଷାରେ ରହନ୍ତି। ଗଜପତି ମହାରାଜାଙ୍କ ଛେରାପହଁରା ପରେ ରଥ ଟଣା ଆରମ୍ଭ ହୁଏ। ଘଣ୍ଟ, ଘଣ୍ଟି, ଶଙ୍ଖ ଓ ହୁଳହୁଳି ଧ୍ୱନିରେ ବଡ଼ଦାଣ୍ଡ ମୁଖରିତ ହୋଇଉଠେ। ଏହା ହିଁ ଓଡ଼ିଆ ସଂସ୍କୃତିର ଏକ ଅନନ୍ୟ ଉତ୍ସବ।: [376, 1928, 748, 2046]
- sudoku-cell[interactable]: 8: [1273, 1555, 1297, 1600]
- sudoku-solution-cell: 5: [1451, 2072, 1469, 2095]
- sudoku-solution-caption: ଗତକାଲି ପ୍ରକାଶିତ ପ୍ରଶ୍ନର ଉତ୍ତର: [1332, 2216, 1482, 2227]
- anniversary-date2: ୧୯୮୮: [255, 755, 293, 776]
- divider: [4, 1822, 1166, 1824]
- sudoku-cell[interactable]: 2: [1441, 1645, 1465, 1690]
- sudoku-cell[interactable]: [1369, 1600, 1393, 1645]
- sudoku-solution-cell: 8: [1346, 2142, 1364, 2165]
- sudoku-cell[interactable]: [1393, 1824, 1417, 1869]
- address-street: ବି-୧୫, ରସୁଲଗଡ଼ ଶିଳ୍ପାଞ୍ଚଳ, ଭୁବନେଶ୍ୱର-୭୫୧୦୧୦: [1213, 1348, 1461, 1362]
- article-2-col-mid-top: ଧାରାବାହିକରେ ଥିବା କାଳ୍ପନିକ ଚରିତ୍ରଗୁଡ଼ିକୁ ଲୋକେ ପ୍ରକୃତ ବୋଲି ଭାବି ନେଉଛନ୍ତି। ଏହା ଏକ ଚିନ୍ତାର ବିଷୟ। ଲୋକଙ୍କ ଚାହିଦା ଓ ଟିଆରପି ବଢ଼ାଇବା ପାଇଁ ଚ୍ୟାନେଲଗୁଡ଼ିକ ଅତିରଞ୍ଜିତ କାହାଣୀ ପ୍ରସାରଣ କରୁଛନ୍ତି। ବାସ୍ତବ ଜୀବନ ସହ ଏହାର କୌଣସି ସମ୍ପର୍କ ନାହିଁ। ଟେଲିଭିଜନ୍ ସାମ୍ନାରେ ବସି ଖାଦ୍ୟ ଖାଇବା ଅଭ୍ୟାସ ସ୍ୱାସ୍ଥ୍ୟ ପାଇଁ ହାନିକାରକ।: [496, 1028, 764, 1146]
- sudoku-cell[interactable]: [1321, 1600, 1345, 1645]
- sudoku-solution-cell: 4: [1468, 2049, 1486, 2072]
- sudoku-cell[interactable]: [1393, 1645, 1417, 1690]
- article-2-author: ଶ୍ରୀମୟୀ ମିଶ୍ର: [6, 912, 141, 937]
- sudoku-answer-note: ଏହାର ଉତ୍ତର ଆସନ୍ତାକାଲି ପ୍ରକାଶ ପାଇବ।: [1225, 1970, 1455, 1985]
- sudoku-solution-cell: 7: [1346, 2025, 1364, 2048]
- sudoku-solution-cell: 7: [1433, 2189, 1451, 2212]
- masthead-logo-text: ଧରିତ୍ରୀ: [965, 14, 1072, 54]
- anniversary-item: • ଭରତ ସାଗରରେ ୟଟନାଗରର ଏକ ଟେଙ୍କ ଭେଲାକାନାରୀ ତୁଳାସାଗରରେ ବିଭାରେବା ପାଇଁ ୧୬୦ ମୃତ।: [20, 790, 360, 824]
- sudoku-solution-cell: 7: [1468, 2002, 1486, 2025]
- address-email-label: କେବଳ ସମ୍ପାଦକଙ୍କୁ ପତ୍ର, ଖବର ପାଇଁ ବ୍ୟବହାର କରନ୍ତୁ :: [1200, 1368, 1478, 1382]
- address-email-1[interactable]: E-mail:dharitripress@gmail.com: [1237, 1386, 1437, 1398]
- sudoku-solution-cell: 4: [1398, 2072, 1416, 2095]
- letter-1-signature: ସୁରେନ୍ଦ୍ର ନାୟକ, ବାଲ୍ଲକ୍ଷା, କଟକ, ଖୋର୍ଦ୍ଧା: [1265, 542, 1490, 557]
- india-map-icon: [250, 8, 290, 48]
